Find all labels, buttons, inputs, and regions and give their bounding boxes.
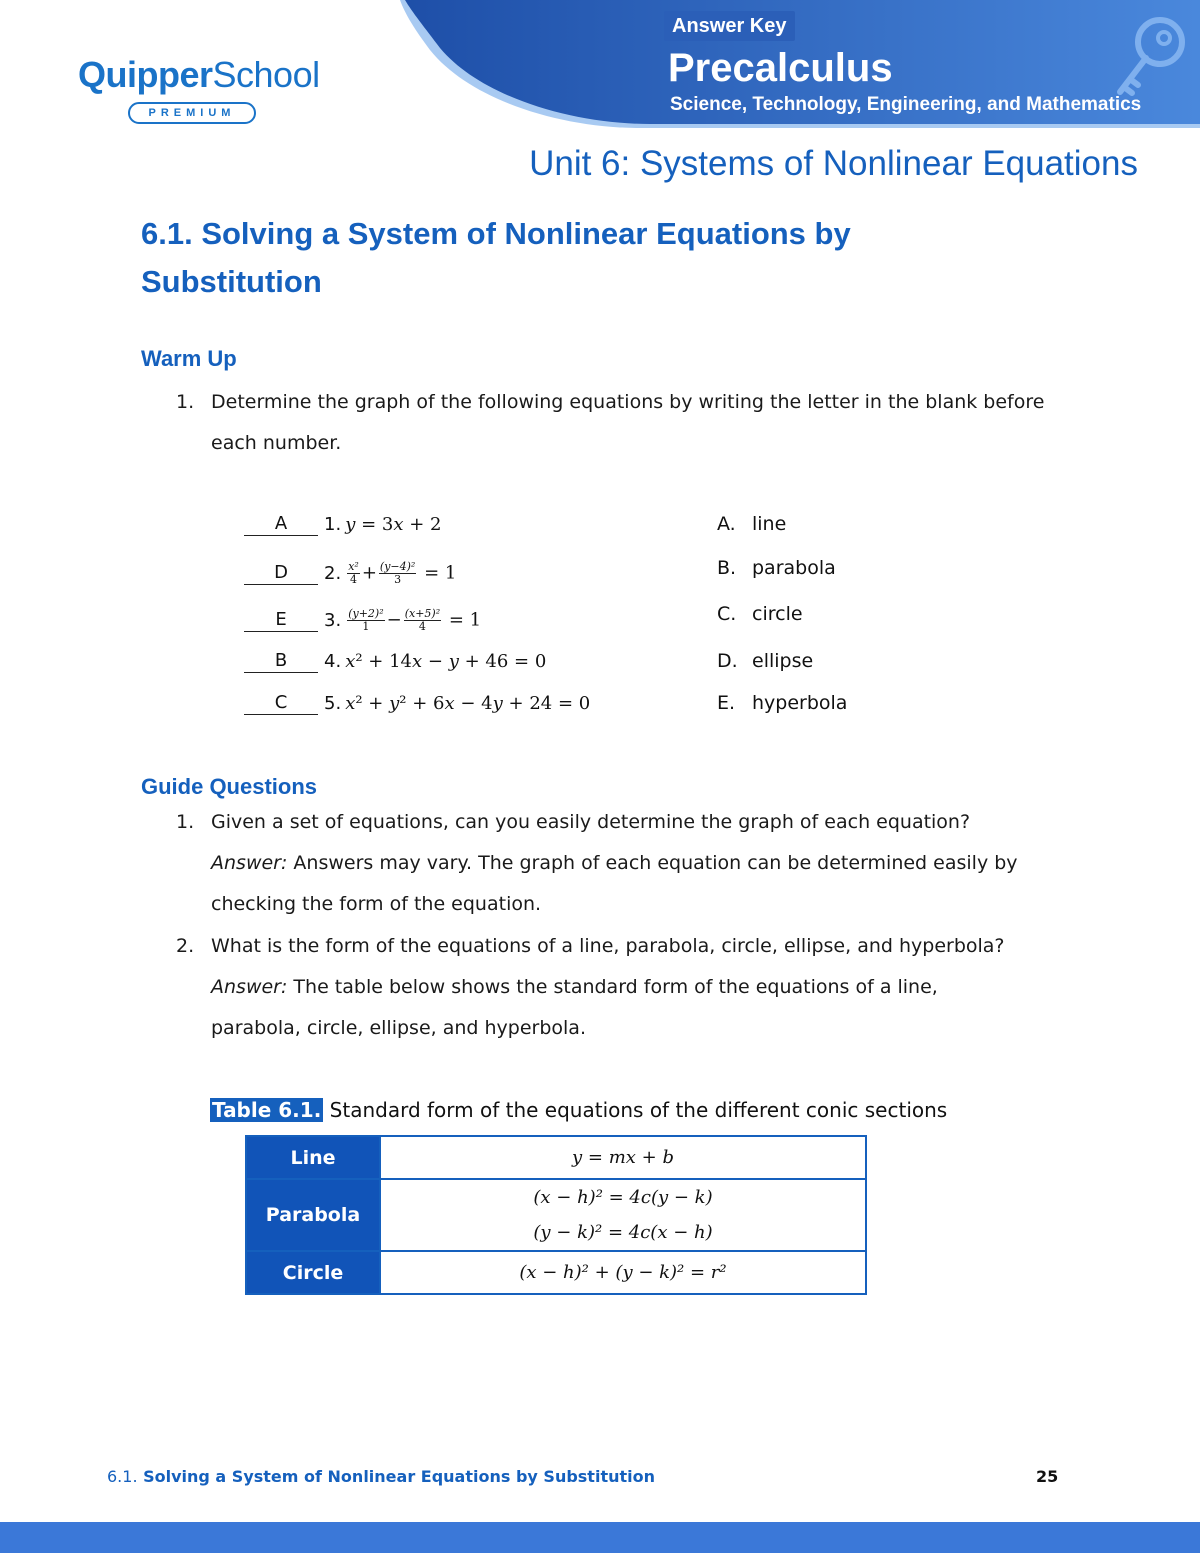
equation: $\frac{\text{(y+2)²}}{1}$ − $\frac{\text{(x+5)²}}{4}$ = 1 xyxy=(348,606,482,633)
question-number: 3. xyxy=(324,609,342,631)
answer-blank[interactable]: C xyxy=(244,692,318,715)
choice-letter: B. xyxy=(717,557,737,579)
warmup-question-3 xyxy=(244,605,481,635)
section-title: 6.1. Solving a System of Nonlinear Equations by Substitution xyxy=(141,216,851,299)
guide-item-number: 1. xyxy=(176,811,195,833)
answer-blank[interactable]: E xyxy=(244,609,318,632)
warmup-question-1 xyxy=(244,509,442,539)
answer-body: The table below shows the standard form of the equations of a line, parabola, circle, ellipse, and hyperbola. xyxy=(211,976,938,1039)
formula: y = mx + b xyxy=(572,1147,674,1168)
choice-text: ellipse xyxy=(752,650,814,672)
formula-cell xyxy=(380,1136,866,1179)
table-caption-text: Standard form of the equations of the different conic sections xyxy=(323,1098,948,1122)
choice-letter: D. xyxy=(717,650,738,672)
warmup-instruction: Determine the graph of the following equations by writing the letter in the blank before each number. xyxy=(211,391,1045,454)
question-number: 4. xyxy=(324,650,342,672)
choice-b xyxy=(717,553,836,583)
guide-item-number: 2. xyxy=(176,935,195,957)
guide-question-2 xyxy=(211,926,1091,1049)
table-caption-label: Table 6.1. xyxy=(212,1098,322,1122)
footer-section-name: Solving a System of Nonlinear Equations by Substitution xyxy=(137,1467,655,1486)
footer-section-label xyxy=(107,1466,655,1488)
answer-body: Answers may vary. The graph of each equation can be determined easily by checking the form of the equation. xyxy=(211,852,1018,915)
table-row xyxy=(246,1136,866,1179)
question-number: 1. xyxy=(324,513,342,535)
formula: (x − h)² = 4c(y − k) xyxy=(533,1187,713,1208)
question-text: What is the form of the equations of a line, parabola, circle, ellipse, and hyperbola? xyxy=(211,935,1005,957)
conic-sections-table xyxy=(245,1135,867,1295)
formula-cell xyxy=(380,1179,866,1251)
answer-text xyxy=(211,843,1091,925)
choice-letter: C. xyxy=(717,603,737,625)
subject-title: Precalculus xyxy=(668,46,893,90)
table-row xyxy=(246,1251,866,1294)
choice-letter: E. xyxy=(717,692,736,714)
equation: $\frac{\text{x²}}{4}$ + $\frac{\text{(y−4)²}}{3}$ = 1 xyxy=(348,559,457,586)
answer-blank[interactable]: A xyxy=(244,513,318,536)
equation: x² + 14x − y + 46 = 0 xyxy=(345,650,547,672)
unit-title: Unit 6: Systems of Nonlinear Equations xyxy=(529,144,1138,183)
guide-heading: Guide Questions xyxy=(141,774,318,799)
logo-school: School xyxy=(212,54,320,95)
answer-blank[interactable]: D xyxy=(244,562,318,585)
page-number: 25 xyxy=(1036,1467,1059,1486)
row-header-line: Line xyxy=(246,1136,380,1179)
choice-e xyxy=(717,688,847,718)
strand-subtitle: Science, Technology, Engineering, and Mathematics xyxy=(670,94,1142,115)
choice-a xyxy=(717,509,786,539)
question-number: 2. xyxy=(324,562,342,584)
table-caption xyxy=(210,1096,947,1124)
choice-text: circle xyxy=(752,603,803,625)
choice-d xyxy=(717,646,813,676)
answer-label: Answer: xyxy=(211,852,288,874)
footer-bar xyxy=(0,1522,1200,1553)
warmup-heading: Warm Up xyxy=(141,346,237,371)
row-header-circle: Circle xyxy=(246,1251,380,1294)
logo-brand: Quipper xyxy=(78,54,213,95)
equation: y = 3x + 2 xyxy=(345,513,442,535)
choice-letter: A. xyxy=(717,513,736,535)
equation: x² + y² + 6x − 4y + 24 = 0 xyxy=(345,692,591,714)
warmup-question-4 xyxy=(244,646,546,676)
answer-blank[interactable]: B xyxy=(244,650,318,673)
choice-c xyxy=(717,599,803,629)
logo-premium-badge: PREMIUM xyxy=(128,102,256,124)
choice-text: parabola xyxy=(752,557,836,579)
formula: (x − h)² + (y − k)² = r² xyxy=(519,1262,727,1283)
quipper-school-logo xyxy=(78,55,318,130)
answer-key-badge: Answer Key xyxy=(664,11,795,41)
question-text: Given a set of equations, can you easily determine the graph of each equation? xyxy=(211,811,971,833)
warmup-question-5 xyxy=(244,688,590,718)
table-row xyxy=(246,1179,866,1251)
guide-question-1 xyxy=(211,802,1091,925)
key-icon xyxy=(1112,12,1192,102)
choice-text: hyperbola xyxy=(752,692,848,714)
question-number: 5. xyxy=(324,692,342,714)
answer-text xyxy=(211,967,1011,1049)
footer-section-number: 6.1. xyxy=(107,1467,138,1486)
row-header-parabola: Parabola xyxy=(246,1179,380,1251)
formula-cell xyxy=(380,1251,866,1294)
formula: (y − k)² = 4c(x − h) xyxy=(533,1222,713,1243)
warmup-item-number: 1. xyxy=(176,391,195,413)
choice-text: line xyxy=(752,513,787,535)
warmup-question-2 xyxy=(244,558,456,588)
answer-label: Answer: xyxy=(211,976,288,998)
